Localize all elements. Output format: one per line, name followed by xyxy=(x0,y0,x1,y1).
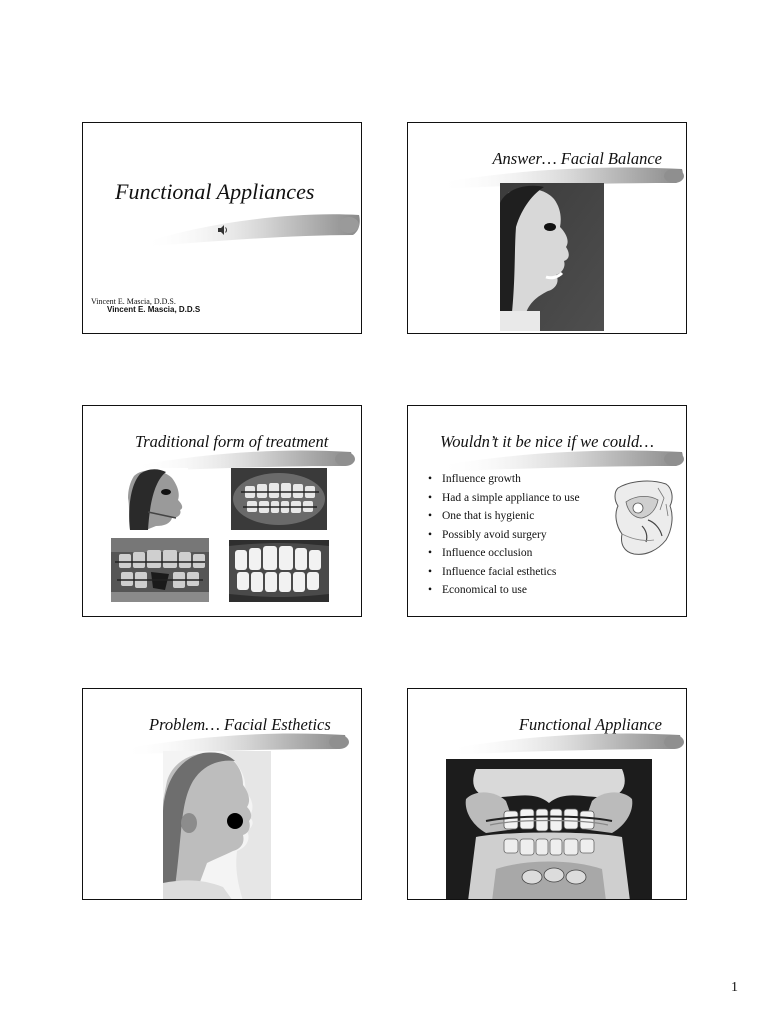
profile-photo xyxy=(500,183,604,331)
slide-title-text: Functional Appliances xyxy=(115,179,315,204)
author-name-bold: Vincent E. Mascia, D.D.S xyxy=(107,305,201,314)
dental-model-clipart xyxy=(608,476,680,560)
slide-title-text: Functional Appliance xyxy=(518,715,662,734)
profile-photo xyxy=(126,468,188,530)
list-item: • Influence facial esthetics xyxy=(426,563,580,582)
slide-wouldnt-it-be-nice xyxy=(407,405,687,617)
page-number: 1 xyxy=(731,980,738,995)
speaker-icon[interactable] xyxy=(217,224,229,236)
slide-traditional xyxy=(82,405,362,617)
list-item: • Influence occlusion xyxy=(426,544,580,563)
bullet-list xyxy=(426,470,580,600)
list-item: • One that is hygienic xyxy=(426,507,580,526)
list-item: • Had a simple appliance to use xyxy=(426,489,580,508)
intraoral-photo xyxy=(111,538,209,602)
slide-title xyxy=(82,122,362,334)
list-item: • Influence growth xyxy=(426,470,580,489)
slide-functional-appliance xyxy=(407,688,687,900)
profile-photo xyxy=(163,751,271,900)
slide-title-text: Wouldn’t it be nice if we could… xyxy=(440,432,654,451)
title-swoosh xyxy=(143,201,362,251)
braces-photo xyxy=(231,468,327,530)
slide-problem xyxy=(82,688,362,900)
slide-answer xyxy=(407,122,687,334)
list-item: • Possibly avoid surgery xyxy=(426,526,580,545)
author-name: Vincent E. Mascia, D.D.S. xyxy=(91,297,176,306)
slide-title-text: Traditional form of treatment xyxy=(135,432,329,451)
slide-title-text: Answer… Facial Balance xyxy=(492,149,662,168)
appliance-photo xyxy=(446,759,652,900)
teeth-photo xyxy=(229,540,329,602)
slide-title-text: Problem… Facial Esthetics xyxy=(149,715,331,734)
list-item: • Economical to use xyxy=(426,581,580,600)
